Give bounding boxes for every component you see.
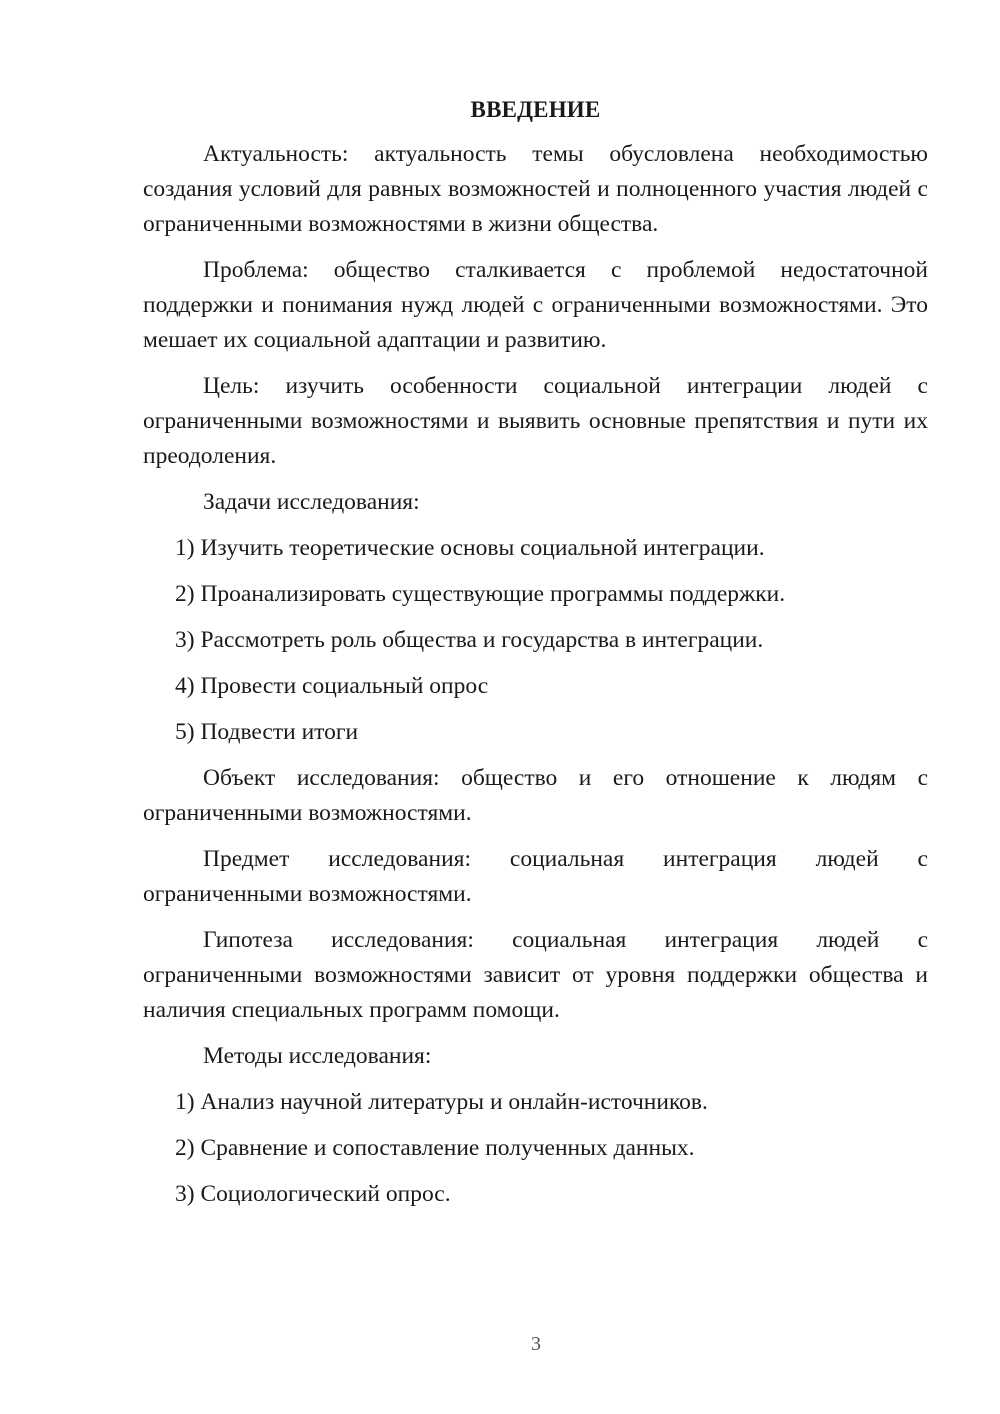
paragraph-object: Объект исследования: общество и его отношение к людям с ограниченными возможностями. [143, 765, 928, 826]
paragraph-relevance: Актуальность: актуальность темы обусловлена необходимостью создания условий для равных возможностей и полноценного участия людей с ограниченными возможностями в жизни общества. [143, 141, 928, 237]
tasks-label: Задачи исследования: [203, 489, 420, 515]
methods-label: Методы исследования: [203, 1043, 432, 1069]
tasks-list [143, 531, 928, 750]
paragraph-hypothesis: Гипотеза исследования: социальная интеграция людей с ограниченными возможностями зависит от уровня поддержки общества и наличия специальных программ помощи. [143, 927, 928, 1023]
section-heading: ВВЕДЕНИЕ [470, 97, 601, 122]
paragraph-problem: Проблема: общество сталкивается с проблемой недостаточной поддержки и понимания нужд людей с ограниченными возможностями. Это мешает их социальной адаптации и развитию. [143, 257, 928, 353]
methods-list [143, 1085, 928, 1212]
list-item: 4) Провести социальный опрос [175, 673, 489, 699]
list-item: 2) Сравнение и сопоставление полученных данных. [175, 1135, 695, 1161]
list-item: 1) Анализ научной литературы и онлайн-источников. [175, 1089, 708, 1115]
list-item: 3) Социологический опрос. [175, 1181, 451, 1207]
paragraph-goal: Цель: изучить особенности социальной интеграции людей с ограниченными возможностями и выявить основные препятствия и пути их преодоления. [143, 373, 928, 469]
list-item: 3) Рассмотреть роль общества и государства в интеграции. [175, 627, 764, 653]
page-number: 3 [531, 1333, 541, 1355]
paragraph-subject: Предмет исследования: социальная интеграция людей с ограниченными возможностями. [143, 846, 928, 907]
page-content [143, 92, 928, 1223]
list-item: 5) Подвести итоги [175, 719, 359, 745]
list-item: 1) Изучить теоретические основы социальной интеграции. [175, 535, 765, 561]
list-item: 2) Проанализировать существующие программы поддержки. [175, 581, 786, 607]
